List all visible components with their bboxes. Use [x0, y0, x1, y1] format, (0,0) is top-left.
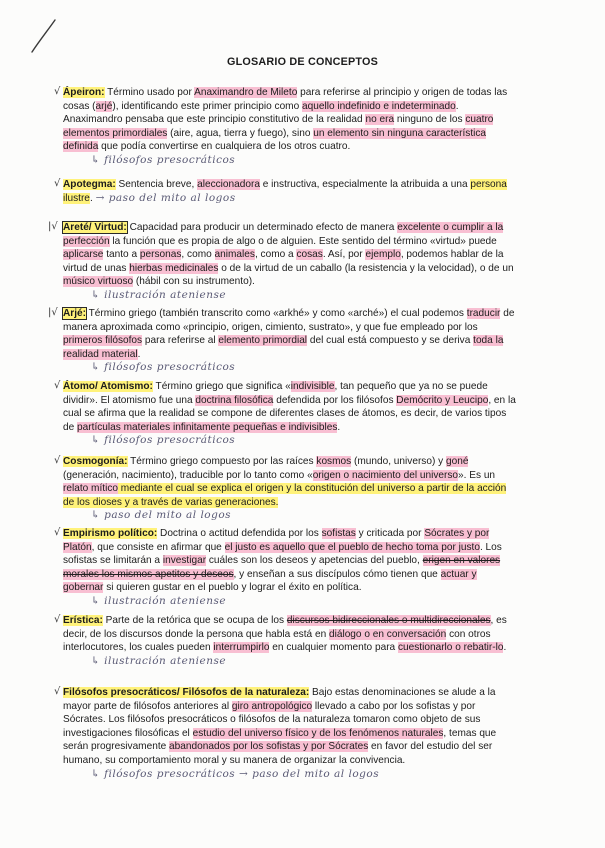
- term: Empirismo político:: [63, 528, 158, 539]
- entry-filosofos-presocraticos: [54, 686, 518, 781]
- entry-text: Cosmogonía: Término griego compuesto por las raíces kosmos (mundo, universo) y goné (generación, nacimiento), traducible por lo tanto como «origen o nacimiento del universo». Es un relato mítico mediante el cual se explica el origen y la constitución del universo a partir de la acción de los dioses y a través de varias generaciones.: [63, 456, 507, 508]
- term: Átomo/ Atomismo:: [63, 381, 153, 392]
- checkmark-icon: √: [54, 614, 61, 625]
- entry-text: Erística: Parte de la retórica que se ocupa de los discursos bidireccionales o multidireccionales, es decir, de los discursos donde la persona que habla está en diálogo o en conversación con otros interlocutores, los cuales pueden interrumpirlo en cualquier momento para cuestionarlo o rebatir-lo.: [63, 615, 507, 654]
- term: Ápeiron:: [63, 87, 105, 98]
- checkmark-icon: √: [54, 686, 61, 697]
- term: Filósofos presocráticos/ Filósofos de la naturaleza:: [63, 687, 310, 698]
- handwritten-note: ↳ filósofos presocráticos → paso del mito al logos: [91, 767, 380, 780]
- entry-apeiron: [54, 86, 518, 168]
- term: Areté/ Virtud:: [63, 222, 127, 233]
- checkmark-icon: √: [54, 178, 61, 189]
- entry-text: Apotegma: Sentencia breve, aleccionadora e instructiva, especialmente la atribuida a una persona ilustre. → paso del mito al logos: [63, 179, 507, 204]
- page-title: GLOSARIO DE CONCEPTOS: [227, 56, 378, 68]
- checkmark-icon: √: [54, 86, 61, 97]
- handwritten-note: ↳ ilustración ateniense: [91, 594, 227, 607]
- term: Cosmogonía:: [63, 456, 128, 467]
- margin-bar-icon: |√: [48, 307, 58, 318]
- entry-text: Empirismo político: Doctrina o actitud defendida por los sofistas y criticada por Sócrates y por Platón, que consiste en afirmar que el justo es aquello que el pueblo de hecho toma por justo. Los sofistas se limitarán a investigar cuáles son los deseos y apetencias del pueblo, erigen en valores morales los mismos apetitos y deseos, y enseñan a sus discípulos cómo tienen que actuar y gobernar si quieren gustar en el pueblo y lograr el éxito en política.: [63, 528, 502, 594]
- handwritten-note: ↳ filósofos presocráticos: [91, 434, 236, 447]
- handwritten-note: ↳ filósofos presocráticos: [91, 361, 236, 374]
- handwritten-note: ↳ paso del mito al logos: [91, 509, 232, 522]
- entry-atomo: [54, 380, 518, 448]
- term: Erística:: [63, 615, 103, 626]
- entry-text: Filósofos presocráticos/ Filósofos de la naturaleza: Bajo estas denominaciones se alude a la mayor parte de filósofos anteriores al giro antropológico llevado a cabo por los sofistas y por Sócrates. Los filósofos presocráticos o filósofos de la naturaleza tomaron como objeto de sus investigaciones filosóficas el estudio del universo físico y de los fenómenos naturales, temas que serán progresivamente abandonados por los sofistas y por Sócrates en favor del estudio del ser humano, su comportamiento moral y su manera de organizar la convivencia.: [63, 687, 497, 766]
- checkmark-icon: √: [54, 380, 61, 391]
- term: Arjé:: [63, 308, 86, 319]
- entry-text: Átomo/ Atomismo: Término griego que significa «indivisible, tan pequeño que ya no se puede dividir». El atomismo fue una doctrina filosófica defendida por los filósofos Demócrito y Leucipo, en la cual se afirma que la realidad se compone de diferentes clases de átomos, es decir, de varios tipos de partículas materiales infinitamente pequeñas e indivisibles.: [63, 381, 516, 433]
- entry-text: Ápeiron: Término usado por Anaximandro de Mileto para referirse al principio y origen de todas las cosas (arjé), identificando este primer principio como aquello indefinido e indeterminado. Anaximandro pensaba que este principio constitutivo de la realidad no era ninguno de los cuatro elementos primordiales (aire, agua, tierra y fuego), sino un elemento sin ninguna característica definida que podía convertirse en cualquiera de los otros cuatro.: [63, 87, 508, 153]
- handwritten-note: → paso del mito al logos: [95, 191, 236, 204]
- entry-text: Areté/ Virtud: Capacidad para producir un determinado efecto de manera excelente o cumplir a la perfección la función que es propia de algo o de alguien. Este sentido del término «virtud» puede aplicarse tanto a personas, como animales, como a cosas. Así, por ejemplo, podemos hablar de la virtud de unas hierbas medicinales o de la virtud de un caballo (la resistencia y la velocidad), o de un músico virtuoso (hábil con su instrumento).: [63, 222, 514, 288]
- entry-eristica: [54, 614, 518, 668]
- pen-slash-icon: [28, 18, 58, 54]
- handwritten-note: ↳ ilustración ateniense: [91, 288, 227, 301]
- checkmark-icon: √: [54, 455, 61, 466]
- handwritten-note: ↳ ilustración ateniense: [91, 654, 227, 667]
- handwritten-note: ↳ filósofos presocráticos: [91, 153, 236, 166]
- margin-bar-icon: |√: [48, 221, 58, 232]
- entry-apotegma: [54, 178, 518, 205]
- entry-text: Arjé: Término griego (también transcrito como «arkhé» y como «arché») el cual podemos traducir de manera aproximada como «principio, origen, cimiento, sustrato», y que fue empleado por los primeros filósofos para referirse al elemento primordial del cual está compuesto y se deriva toda la realidad material.: [63, 308, 515, 360]
- entry-cosmogonia: [54, 455, 518, 523]
- checkmark-icon: √: [54, 527, 61, 538]
- term: Apotegma:: [63, 179, 116, 190]
- entry-empirismo-politico: [54, 527, 518, 609]
- entry-arje: [48, 307, 518, 375]
- entry-arete: [48, 221, 518, 303]
